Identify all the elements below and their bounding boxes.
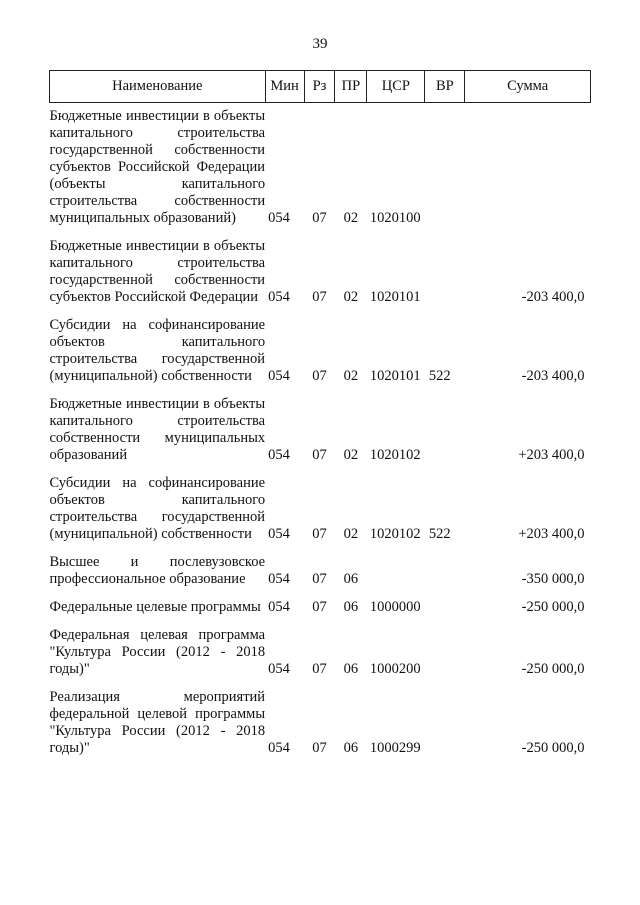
table-row	[50, 103, 591, 239]
cell-name: Субсидии на софинансирование объектов капитального строительства государственной (муниципальной) собственности	[49, 317, 266, 384]
cell-pr: 02	[343, 526, 359, 542]
cell-sum: -250 000,0	[521, 599, 585, 615]
cell-pr: 02	[343, 447, 359, 463]
cell-vr: 522	[428, 368, 451, 384]
cell-name: Бюджетные инвестиции в объекты капитального строительства собственности муниципальных образований	[49, 396, 266, 463]
header-sum: Сумма	[465, 71, 591, 103]
table-row	[50, 475, 591, 554]
cell-vr	[425, 627, 465, 689]
cell-csr: 1000200	[369, 661, 421, 677]
cell-csr: 1000000	[369, 599, 421, 615]
cell-csr: 1020100	[369, 210, 421, 226]
cell-min: 054	[268, 571, 290, 587]
cell-name: Реализация мероприятий федеральной целевой программы "Культура России (2012 - 2018 годы)"	[49, 689, 266, 756]
header-name: Наименование	[50, 71, 266, 103]
cell-rz: 07	[312, 368, 327, 384]
cell-rz: 07	[312, 447, 327, 463]
cell-name: Бюджетные инвестиции в объекты капитального строительства государственной собственности субъектов Российской Федерации	[49, 238, 266, 305]
cell-csr: 1020101	[369, 289, 421, 305]
header-csr: ЦСР	[367, 71, 425, 103]
cell-sum: -350 000,0	[521, 571, 585, 587]
table-row	[50, 317, 591, 396]
cell-name: Высшее и послевузовское профессиональное образование	[49, 554, 266, 587]
cell-csr: 1020102	[369, 526, 421, 542]
cell-min: 054	[268, 599, 290, 615]
cell-min: 054	[268, 447, 290, 463]
cell-name: Субсидии на софинансирование объектов капитального строительства государственной (муниципальной) собственности	[49, 475, 266, 542]
cell-rz: 07	[312, 289, 327, 305]
cell-min: 054	[268, 740, 290, 756]
header-min: Мин	[265, 71, 304, 103]
cell-rz: 07	[312, 740, 327, 756]
table-body	[50, 103, 591, 769]
cell-min: 054	[268, 289, 290, 305]
cell-pr: 06	[343, 661, 359, 677]
cell-min: 054	[268, 210, 290, 226]
cell-rz: 07	[312, 571, 327, 587]
table-row	[50, 689, 591, 768]
cell-min: 054	[268, 661, 290, 677]
cell-vr	[425, 103, 465, 239]
cell-sum: -203 400,0	[521, 289, 585, 305]
cell-pr: 06	[343, 599, 359, 615]
cell-rz: 07	[312, 210, 327, 226]
cell-pr: 02	[343, 368, 359, 384]
cell-sum: -250 000,0	[521, 661, 585, 677]
cell-vr	[425, 689, 465, 768]
cell-pr: 02	[343, 210, 359, 226]
header-vr: ВР	[425, 71, 465, 103]
cell-csr	[367, 554, 425, 599]
cell-sum: +203 400,0	[518, 526, 585, 542]
table-row	[50, 627, 591, 689]
cell-vr: 522	[428, 526, 451, 542]
cell-pr: 06	[343, 571, 359, 587]
page-number: 39	[312, 36, 328, 52]
cell-min: 054	[268, 526, 290, 542]
cell-rz: 07	[312, 599, 327, 615]
table-row	[50, 554, 591, 599]
cell-csr: 1020101	[369, 368, 421, 384]
cell-csr: 1020102	[369, 447, 421, 463]
header-pr: ПР	[335, 71, 367, 103]
cell-pr: 02	[343, 289, 359, 305]
cell-name: Бюджетные инвестиции в объекты капитального строительства государственной собственности субъектов Российской Федерации (объекты капитального строительства собственности муниципальных образований)	[49, 108, 266, 226]
cell-rz: 07	[312, 661, 327, 677]
cell-rz: 07	[312, 526, 327, 542]
header-rz: Рз	[304, 71, 335, 103]
cell-csr: 1000299	[369, 740, 421, 756]
cell-sum	[465, 103, 591, 239]
cell-sum: +203 400,0	[518, 447, 585, 463]
budget-table	[49, 70, 591, 768]
cell-vr	[425, 599, 465, 627]
table-row	[50, 396, 591, 475]
cell-sum: -250 000,0	[521, 740, 585, 756]
cell-pr: 06	[343, 740, 359, 756]
cell-vr	[425, 396, 465, 475]
table-row	[50, 238, 591, 317]
table-row	[50, 599, 591, 627]
table-header	[50, 71, 591, 103]
cell-name: Федеральные целевые программы	[49, 599, 261, 615]
cell-vr	[425, 554, 465, 599]
cell-sum: -203 400,0	[521, 368, 585, 384]
cell-min: 054	[268, 368, 290, 384]
cell-name: Федеральная целевая программа "Культура России (2012 - 2018 годы)"	[49, 627, 266, 677]
cell-vr	[425, 238, 465, 317]
